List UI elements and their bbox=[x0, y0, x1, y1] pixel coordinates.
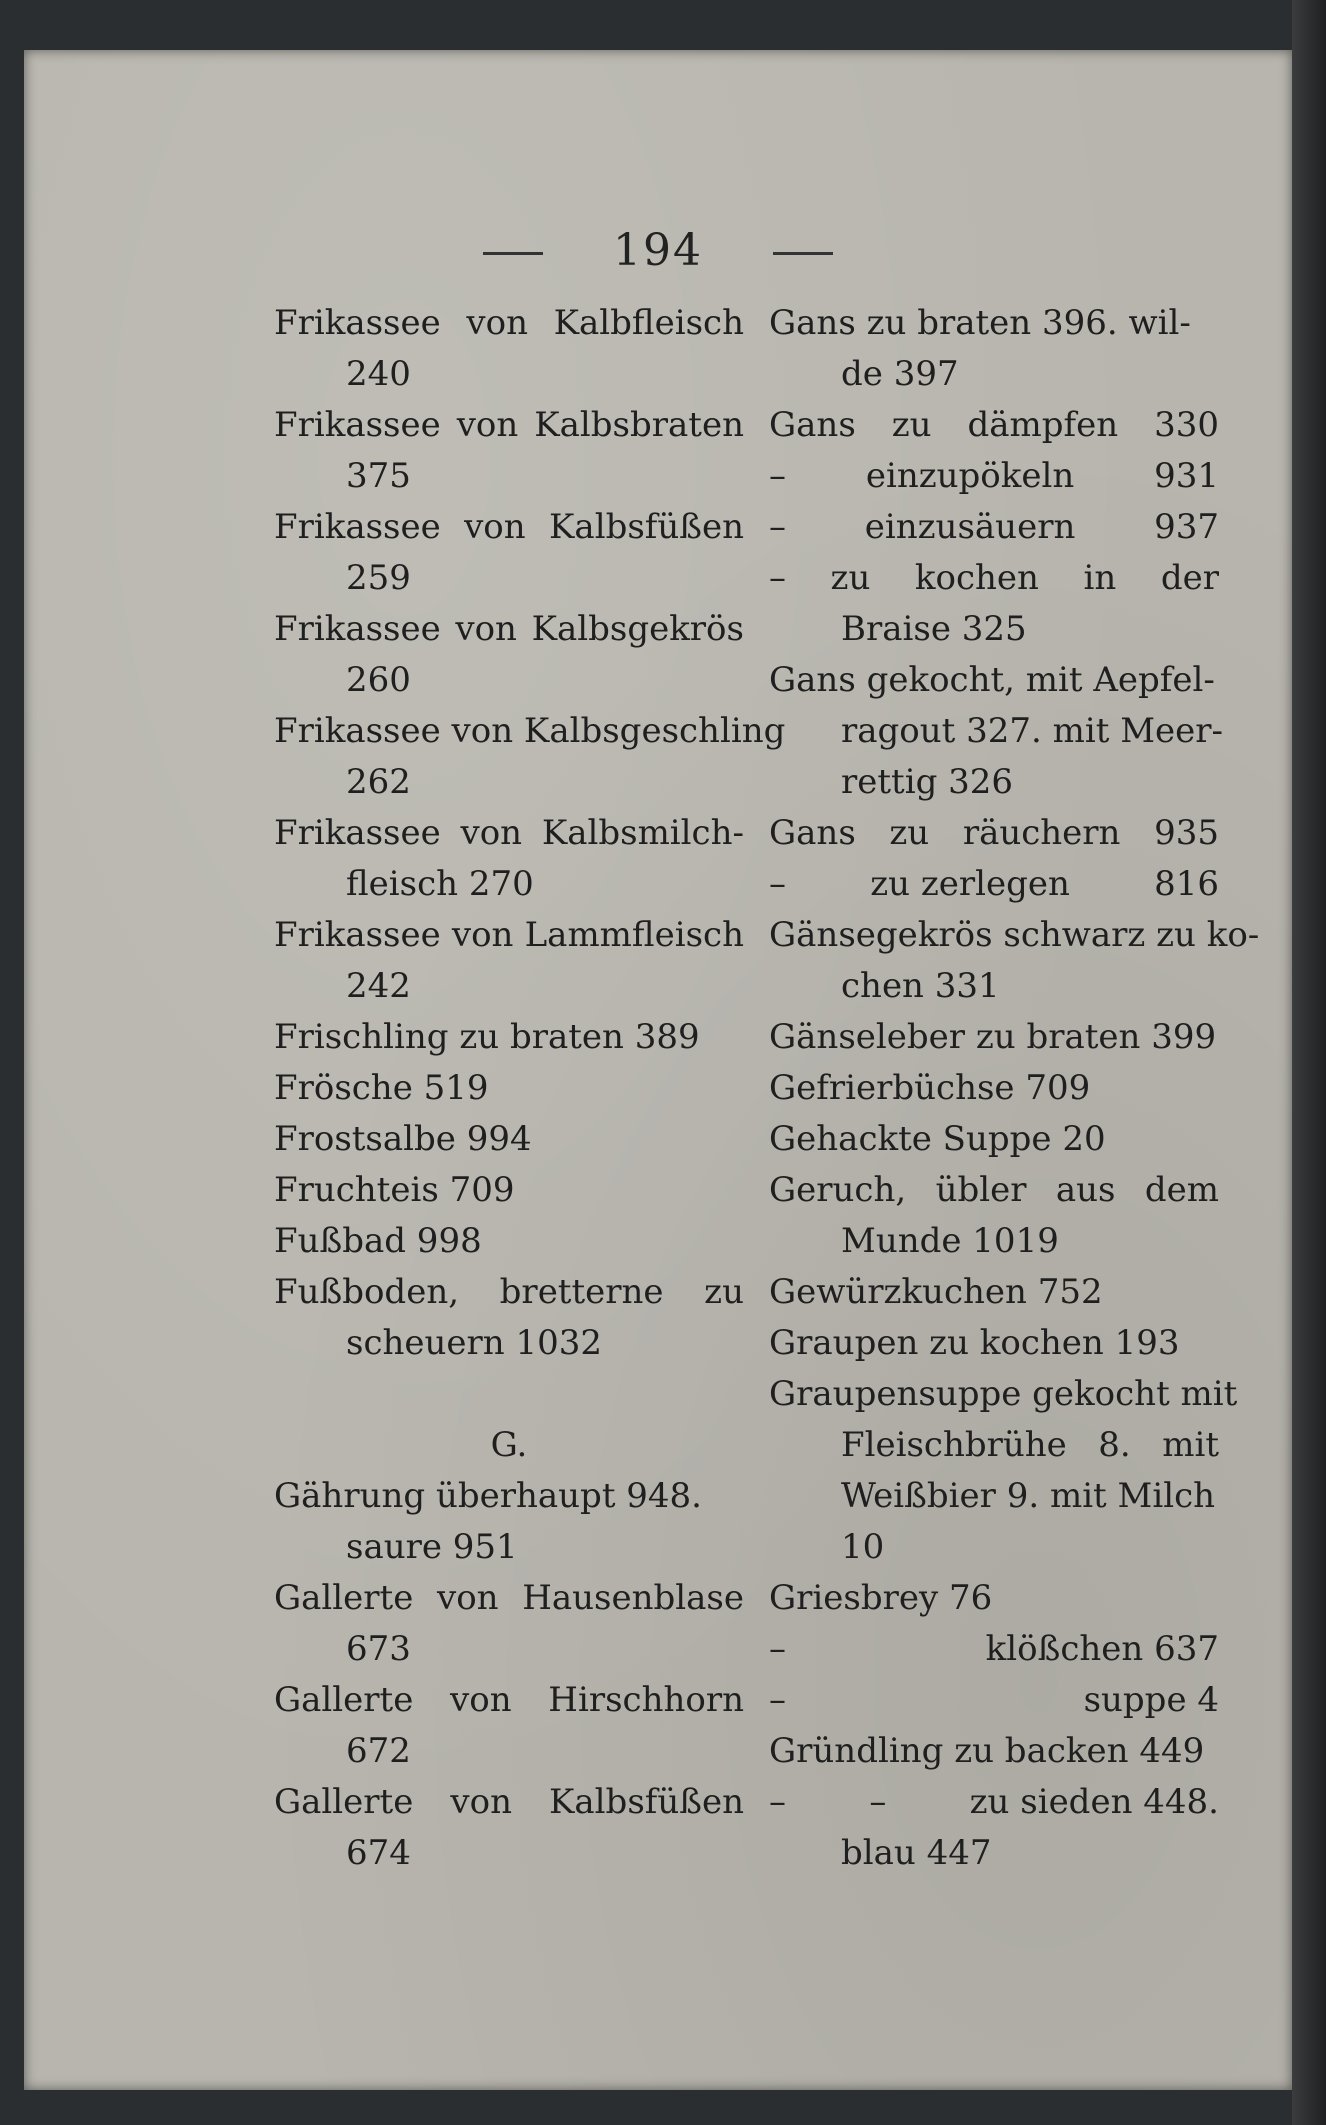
index-line bbox=[769, 1828, 1219, 1879]
index-word: von bbox=[455, 609, 517, 649]
index-word: Gänseleber zu braten 399 bbox=[769, 1017, 1217, 1057]
index-word: einzusäuern bbox=[864, 507, 1076, 547]
index-word: Gans gekocht, mit Aepfel- bbox=[769, 660, 1215, 700]
index-word: von bbox=[450, 1782, 512, 1822]
header-dash-right bbox=[773, 252, 833, 255]
index-word: – bbox=[769, 1680, 786, 1720]
index-line bbox=[274, 961, 744, 1012]
index-line bbox=[274, 706, 786, 757]
index-word: 673 bbox=[346, 1629, 411, 1669]
index-word: von bbox=[451, 915, 514, 955]
index-line bbox=[769, 1114, 1219, 1165]
index-word: Gans zu braten 396. wil- bbox=[769, 303, 1191, 343]
index-column-right bbox=[769, 298, 1260, 1879]
index-word: dämpfen bbox=[967, 405, 1119, 445]
index-word: Kalbfleisch bbox=[553, 303, 744, 343]
index-word: 240 bbox=[346, 354, 411, 394]
index-word: mit bbox=[1162, 1425, 1219, 1465]
index-word: Kalbsbraten bbox=[534, 405, 744, 445]
index-word: Frikassee bbox=[274, 609, 441, 649]
index-line bbox=[769, 1420, 1219, 1471]
index-word: klößchen 637 bbox=[985, 1629, 1219, 1669]
index-line bbox=[769, 451, 1219, 502]
index-word: 937 bbox=[1154, 507, 1219, 547]
index-word: Graupensuppe gekocht mit bbox=[769, 1374, 1238, 1414]
index-word: übler bbox=[935, 1170, 1027, 1210]
index-line bbox=[769, 1267, 1219, 1318]
index-word: bretterne bbox=[499, 1272, 664, 1312]
index-word: Fleischbrühe bbox=[841, 1425, 1067, 1465]
index-word: Hirschhorn bbox=[548, 1680, 744, 1720]
index-word: Frostsalbe 994 bbox=[274, 1119, 532, 1159]
index-line bbox=[769, 655, 1219, 706]
index-word: Gründling zu backen 449 bbox=[769, 1731, 1205, 1771]
page-header bbox=[24, 225, 1292, 276]
index-word: 8. bbox=[1098, 1425, 1131, 1465]
index-word: zu sieden 448. bbox=[969, 1782, 1219, 1822]
index-line bbox=[274, 1063, 744, 1114]
index-word: 259 bbox=[346, 558, 411, 598]
index-word: Frikassee von Kalbsgeschling bbox=[274, 711, 786, 751]
index-word: 330 bbox=[1154, 405, 1219, 445]
index-word: Gallerte bbox=[274, 1782, 414, 1822]
index-word: Gefrierbüchse 709 bbox=[769, 1068, 1091, 1108]
index-word: 816 bbox=[1154, 864, 1219, 904]
book-page bbox=[24, 50, 1292, 2090]
index-line bbox=[769, 349, 1219, 400]
index-word: Gallerte bbox=[274, 1680, 414, 1720]
index-word: in bbox=[1083, 558, 1117, 598]
index-line bbox=[274, 1216, 744, 1267]
index-line bbox=[274, 604, 744, 655]
index-word: 672 bbox=[346, 1731, 411, 1771]
index-word: – bbox=[869, 1782, 887, 1822]
index-line bbox=[769, 1471, 1219, 1522]
index-word: zu bbox=[891, 405, 932, 445]
index-word: – bbox=[769, 456, 786, 496]
index-word: Gans bbox=[769, 813, 856, 853]
index-word: aus bbox=[1055, 1170, 1116, 1210]
index-line bbox=[769, 298, 1219, 349]
index-word: räuchern bbox=[962, 813, 1121, 853]
index-word: Frösche 519 bbox=[274, 1068, 489, 1108]
index-line bbox=[769, 859, 1219, 910]
index-line bbox=[274, 1624, 744, 1675]
index-line bbox=[274, 1675, 744, 1726]
index-line bbox=[769, 1624, 1219, 1675]
index-line bbox=[274, 1726, 744, 1777]
index-word: Hausenblase bbox=[522, 1578, 744, 1618]
index-word: Frikassee bbox=[274, 813, 441, 853]
index-line bbox=[769, 502, 1219, 553]
index-word: einzupökeln bbox=[865, 456, 1075, 496]
index-word: zu bbox=[704, 1272, 744, 1312]
index-line bbox=[769, 706, 1224, 757]
index-word: – bbox=[769, 1629, 786, 1669]
index-line bbox=[769, 910, 1260, 961]
index-line bbox=[274, 757, 744, 808]
index-word: Weißbier 9. mit Milch bbox=[841, 1476, 1216, 1516]
index-line bbox=[274, 1165, 744, 1216]
index-line bbox=[274, 1828, 744, 1879]
index-word: von bbox=[460, 813, 523, 853]
index-line bbox=[274, 808, 744, 859]
index-line bbox=[769, 757, 1219, 808]
index-word: – bbox=[769, 864, 786, 904]
index-word: zu bbox=[889, 813, 930, 853]
index-line bbox=[274, 1369, 744, 1420]
index-line bbox=[274, 553, 744, 604]
index-word: dem bbox=[1144, 1170, 1219, 1210]
index-word: Gährung überhaupt 948. bbox=[274, 1476, 702, 1516]
index-line bbox=[274, 298, 744, 349]
index-word: scheuern 1032 bbox=[346, 1323, 603, 1363]
index-word: 935 bbox=[1154, 813, 1219, 853]
index-word: Braise 325 bbox=[841, 609, 1027, 649]
index-line bbox=[274, 859, 744, 910]
index-line bbox=[769, 1063, 1219, 1114]
index-line bbox=[274, 1267, 744, 1318]
index-line bbox=[274, 1522, 744, 1573]
index-word: Fußbad 998 bbox=[274, 1221, 482, 1261]
index-word: Gehackte Suppe 20 bbox=[769, 1119, 1106, 1159]
index-line bbox=[274, 1420, 744, 1471]
index-word: saure 951 bbox=[346, 1527, 518, 1567]
index-line bbox=[769, 1675, 1219, 1726]
index-line bbox=[769, 1165, 1219, 1216]
index-word: von bbox=[456, 405, 519, 445]
index-line bbox=[274, 1471, 744, 1522]
index-line bbox=[274, 1012, 744, 1063]
index-line bbox=[274, 1573, 744, 1624]
index-word: von bbox=[466, 303, 528, 343]
index-line bbox=[274, 1318, 744, 1369]
index-word: zu zerlegen bbox=[870, 864, 1070, 904]
index-word: de 397 bbox=[841, 354, 959, 394]
index-word: Frikassee bbox=[274, 507, 441, 547]
index-word: suppe 4 bbox=[1083, 1680, 1219, 1720]
index-line bbox=[274, 1777, 744, 1828]
index-line bbox=[769, 1012, 1219, 1063]
index-line bbox=[274, 655, 744, 706]
index-word: Kalbsgekrös bbox=[531, 609, 744, 649]
index-word: – bbox=[769, 1782, 786, 1822]
index-line bbox=[769, 961, 1219, 1012]
index-word: Geruch, bbox=[769, 1170, 907, 1210]
index-line bbox=[274, 400, 744, 451]
index-word: blau 447 bbox=[841, 1833, 992, 1873]
index-line bbox=[769, 1522, 1219, 1573]
index-word: Frikassee bbox=[274, 303, 441, 343]
index-word: Gallerte bbox=[274, 1578, 414, 1618]
index-word: Kalbsmilch- bbox=[541, 813, 744, 853]
index-word: zu bbox=[830, 558, 871, 598]
index-word: Fruchteis 709 bbox=[274, 1170, 515, 1210]
index-word: Kalbsfüßen bbox=[549, 507, 744, 547]
index-word: Gänsegekrös schwarz zu ko- bbox=[769, 915, 1260, 955]
index-word: Frikassee bbox=[274, 915, 441, 955]
index-line bbox=[769, 1216, 1219, 1267]
index-word: chen 331 bbox=[841, 966, 1000, 1006]
index-word: der bbox=[1160, 558, 1219, 598]
index-word: – bbox=[769, 558, 786, 598]
index-line bbox=[274, 451, 744, 502]
index-word: Lammfleisch bbox=[524, 915, 744, 955]
book-spine bbox=[1292, 0, 1326, 2125]
index-word: ragout 327. mit Meer- bbox=[841, 711, 1224, 751]
index-word: 262 bbox=[346, 762, 411, 802]
index-word: 674 bbox=[346, 1833, 411, 1873]
index-line bbox=[769, 400, 1219, 451]
index-word: – bbox=[769, 507, 786, 547]
index-line bbox=[769, 1369, 1238, 1420]
index-line bbox=[769, 808, 1219, 859]
index-line bbox=[769, 604, 1219, 655]
index-word: Munde 1019 bbox=[841, 1221, 1059, 1261]
index-word: Graupen zu kochen 193 bbox=[769, 1323, 1180, 1363]
index-line bbox=[769, 1777, 1219, 1828]
page-number: 194 bbox=[613, 225, 703, 276]
header-dash-left bbox=[483, 252, 543, 255]
index-line bbox=[769, 1726, 1219, 1777]
index-word: 931 bbox=[1154, 456, 1219, 496]
index-word: von bbox=[450, 1680, 512, 1720]
index-line bbox=[274, 349, 744, 400]
index-word: rettig 326 bbox=[841, 762, 1014, 802]
index-word: 10 bbox=[841, 1527, 885, 1567]
index-line bbox=[274, 502, 744, 553]
index-line bbox=[769, 1573, 1219, 1624]
index-word: 260 bbox=[346, 660, 411, 700]
index-line bbox=[769, 553, 1219, 604]
index-word: 375 bbox=[346, 456, 411, 496]
index-line bbox=[274, 1114, 744, 1165]
index-word: Gans bbox=[769, 405, 856, 445]
index-line bbox=[274, 910, 744, 961]
index-word: Frischling zu braten 389 bbox=[274, 1017, 700, 1057]
index-word: 242 bbox=[346, 966, 411, 1006]
index-word: Frikassee bbox=[274, 405, 441, 445]
index-word: kochen bbox=[914, 558, 1039, 598]
index-word: von bbox=[464, 507, 526, 547]
index-line bbox=[769, 1318, 1219, 1369]
index-word: G. bbox=[490, 1425, 528, 1465]
index-word: Gewürzkuchen 752 bbox=[769, 1272, 1103, 1312]
index-word: Fußboden, bbox=[274, 1272, 460, 1312]
index-word: Griesbrey 76 bbox=[769, 1578, 993, 1618]
index-word: Kalbsfüßen bbox=[549, 1782, 744, 1822]
index-word: von bbox=[437, 1578, 499, 1618]
index-word: fleisch 270 bbox=[346, 864, 534, 904]
index-column-left bbox=[274, 298, 786, 1879]
